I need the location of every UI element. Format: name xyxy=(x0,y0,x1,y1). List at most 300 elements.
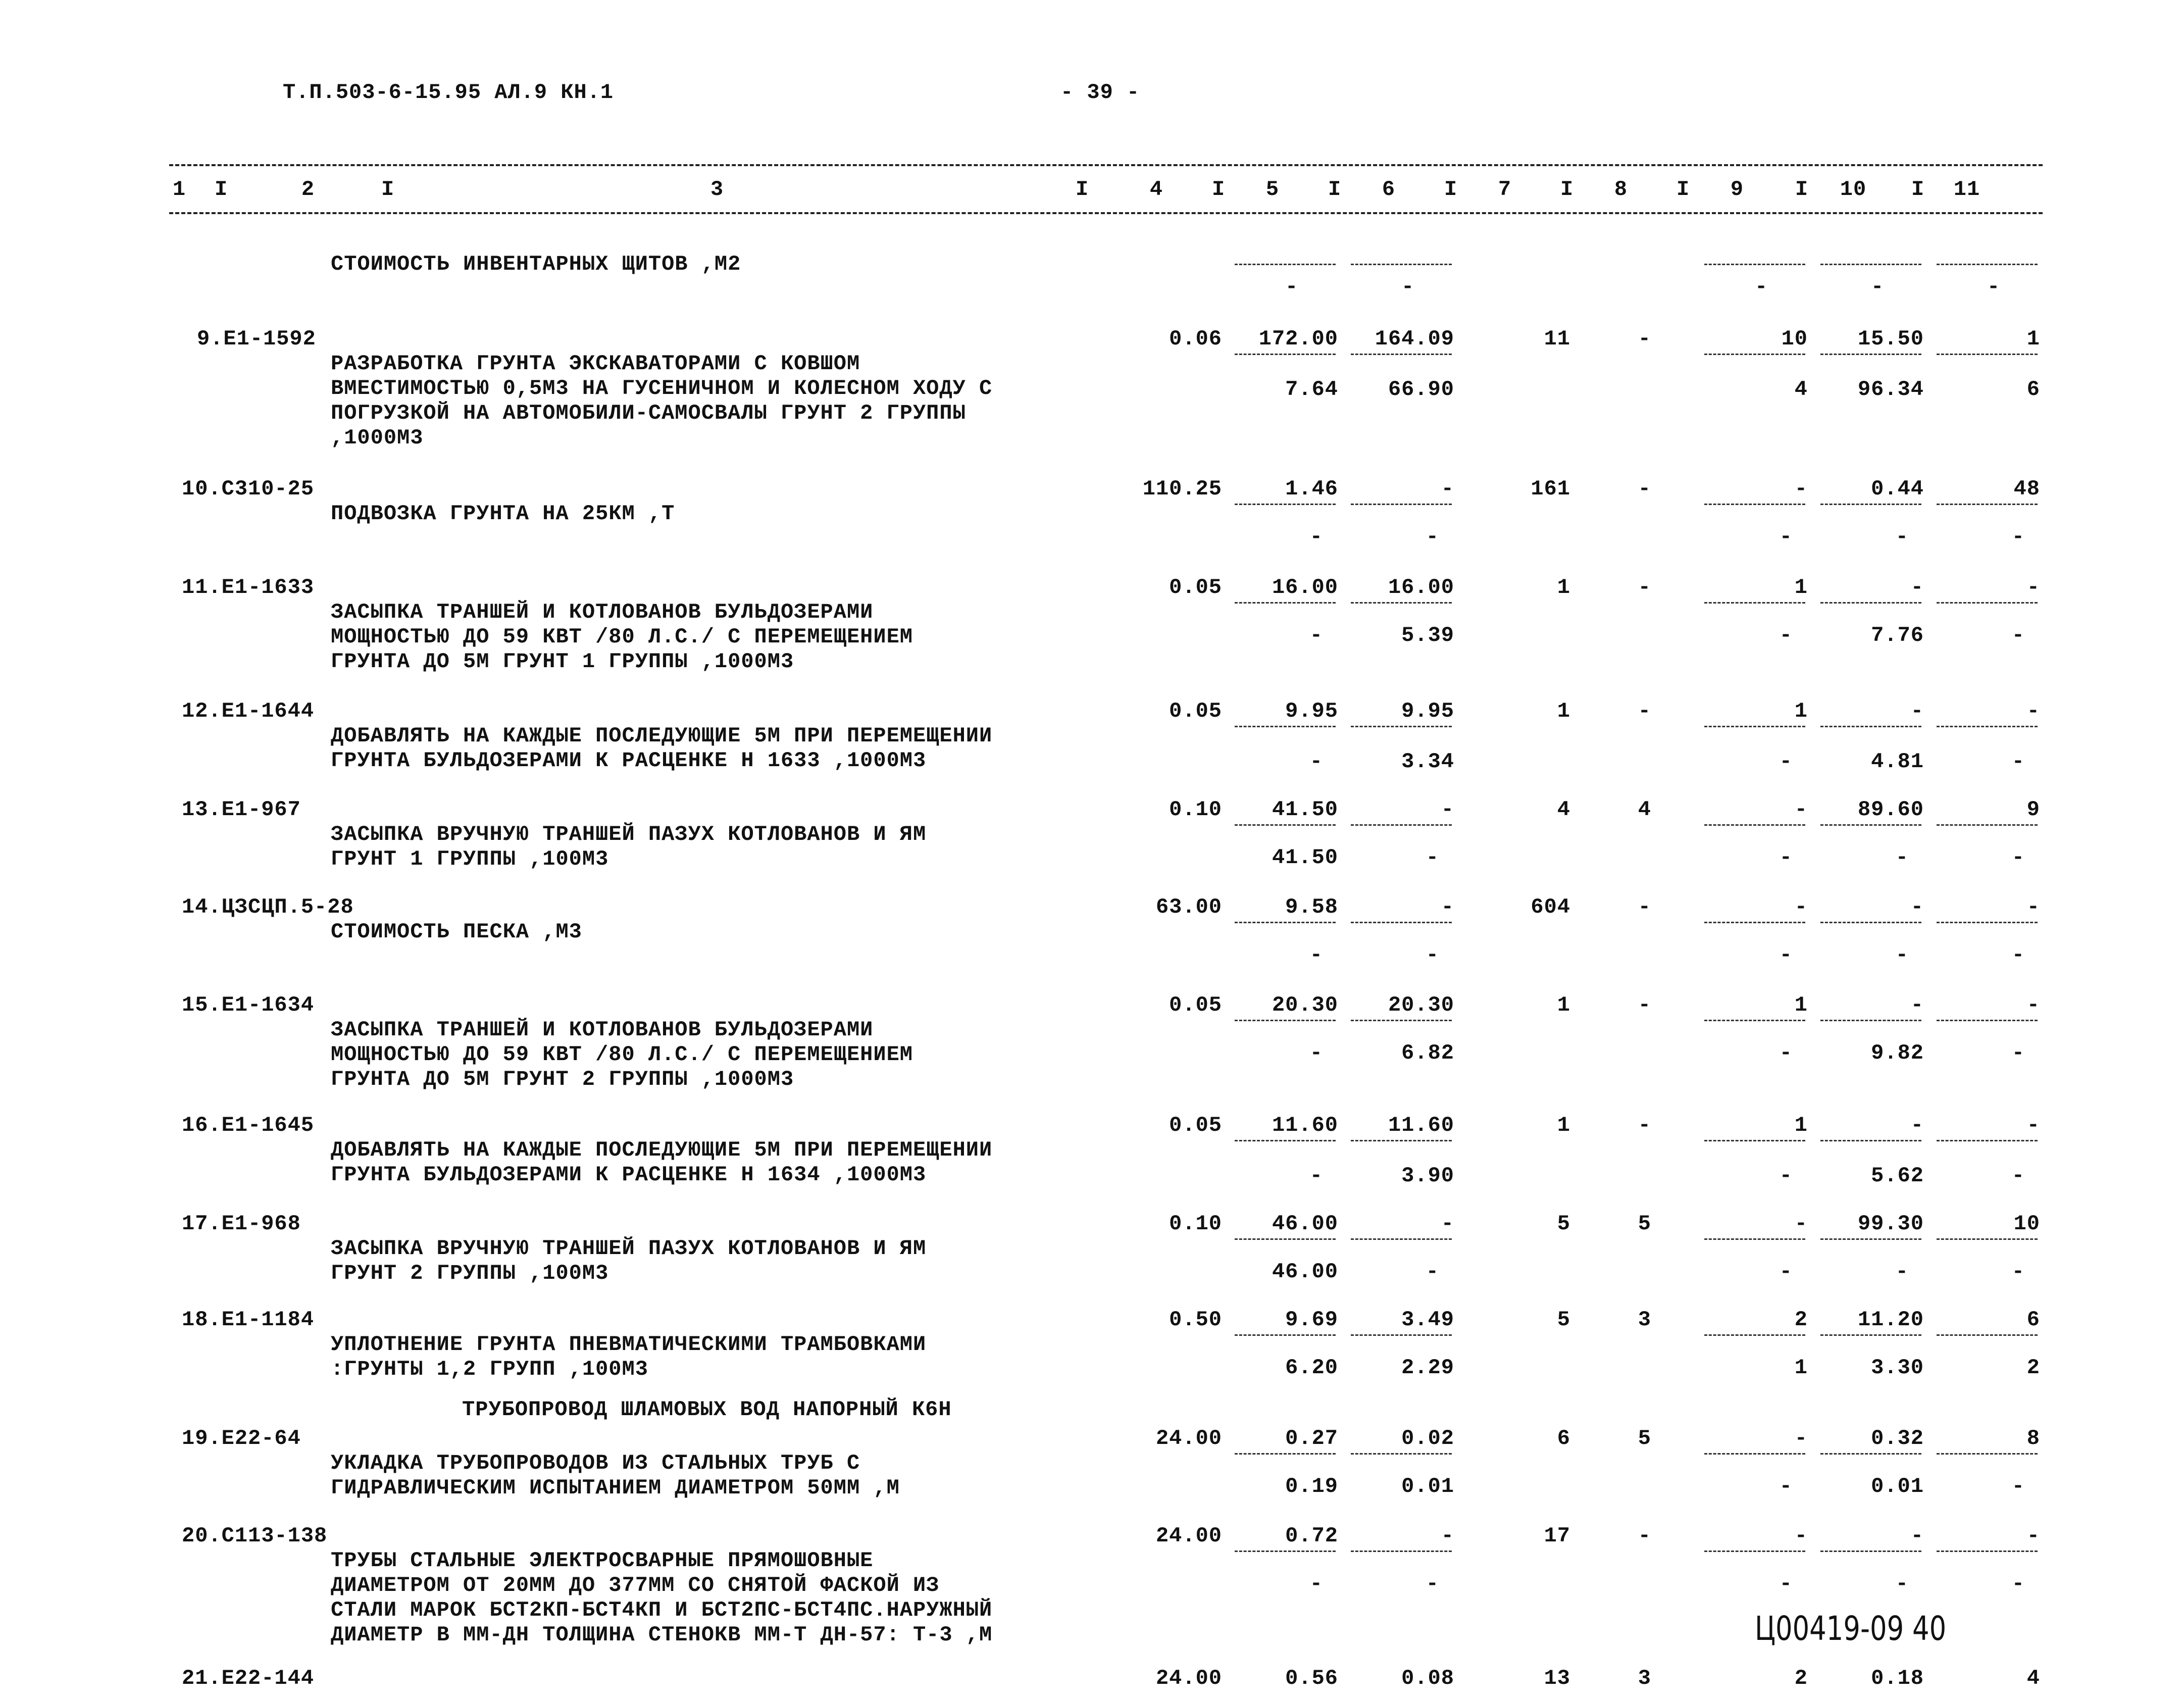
dash-rule xyxy=(1937,354,2038,355)
row-value-col-7: 11 xyxy=(1544,327,1570,351)
column-header-3: 3 xyxy=(710,177,724,202)
dash-rule xyxy=(1937,1238,2038,1240)
row-value-col-10: - xyxy=(1910,993,1924,1017)
row-value-col-7: 17 xyxy=(1544,1524,1570,1548)
dash-rule xyxy=(1351,824,1452,826)
dash-rule xyxy=(1351,354,1452,355)
row-description-line: ,1000М3 xyxy=(331,426,424,450)
row-value-col-8: - xyxy=(1638,1524,1651,1548)
row-value-col-6: 0.02 xyxy=(1401,1426,1454,1451)
row-description-line: ЗАСЫПКА ВРУЧНУЮ ТРАНШЕЙ ПАЗУХ КОТЛОВАНОВ И ЯМ xyxy=(331,1236,927,1261)
row-sub-value: - xyxy=(1779,749,1793,774)
row-value-col-11: 10 xyxy=(2013,1212,2040,1236)
row-sub-value: - xyxy=(1779,845,1793,870)
row-sub-value: - xyxy=(1426,845,1439,870)
dash-rule xyxy=(1704,504,1805,505)
row-sub-value: 3.30 xyxy=(1871,1356,1924,1380)
dash-rule xyxy=(1937,1453,2038,1455)
row-value-col-11: - xyxy=(2026,699,2040,723)
row-sub-value: 2.29 xyxy=(1401,1356,1454,1380)
table-header-rule xyxy=(169,212,2043,214)
dash-rule xyxy=(1351,1238,1452,1240)
row-sub-value: - xyxy=(1779,525,1793,549)
row-sub-value: 2 xyxy=(2026,1356,2040,1380)
column-separator: I xyxy=(1212,177,1226,202)
row-description-line: ГИДРАВЛИЧЕСКИМ ИСПЫТАНИЕМ ДИАМЕТРОМ 50ММ ,М xyxy=(331,1476,900,1500)
dash-rule xyxy=(1704,1140,1805,1141)
row-code: 11.Е1-1633 xyxy=(182,575,315,599)
row-description-line: СТАЛИ МАРОК БСТ2КП-БСТ4КП И БСТ2ПС-БСТ4ПС.НАРУЖНЫЙ xyxy=(331,1598,993,1622)
dash-rule xyxy=(1704,726,1805,727)
row-description-line: ГРУНТА ДО 5М ГРУНТ 1 ГРУППЫ ,1000М3 xyxy=(331,649,794,674)
row-description-line: ГРУНТ 2 ГРУППЫ ,100М3 xyxy=(331,1261,609,1285)
row-description-line: ЗАСЫПКА ТРАНШЕЙ И КОТЛОВАНОВ БУЛЬДОЗЕРАМИ xyxy=(331,1018,874,1042)
row-value-col-11: - xyxy=(2026,575,2040,599)
dash-rule xyxy=(1351,602,1452,604)
row-value-col-9: 10 xyxy=(1781,327,1808,351)
row-value-col-11: 8 xyxy=(2026,1426,2040,1451)
row-sub-value: - xyxy=(2011,1041,2025,1065)
row-value-col-11: - xyxy=(2026,1524,2040,1548)
dash-rule xyxy=(1704,1453,1805,1455)
row-value-col-4: 24.00 xyxy=(1155,1524,1222,1548)
row-sub-value: - xyxy=(1426,525,1439,549)
row-code: 19.Е22-64 xyxy=(182,1426,301,1451)
row-value-col-4: 0.05 xyxy=(1169,699,1222,723)
row-value-col-4: 0.05 xyxy=(1169,575,1222,599)
dash-rule xyxy=(1937,504,2038,505)
dash-rule xyxy=(1820,264,1921,265)
column-header-10: 10 xyxy=(1840,177,1867,202)
row-code: 17.Е1-968 xyxy=(182,1212,301,1236)
dash-rule xyxy=(1351,1020,1452,1021)
row-code: 15.Е1-1634 xyxy=(182,993,315,1017)
row-value-col-6: 0.08 xyxy=(1401,1666,1454,1690)
row-value-col-7: 5 xyxy=(1557,1308,1570,1332)
row-sub-value: 5.39 xyxy=(1401,623,1454,647)
doc-reference: Т.П.503-6-15.95 АЛ.9 КН.1 xyxy=(283,80,614,105)
row-value-col-4: 24.00 xyxy=(1155,1426,1222,1451)
row-value-col-9: - xyxy=(1794,1212,1808,1236)
row-description-line: ДОБАВЛЯТЬ НА КАЖДЫЕ ПОСЛЕДУЮЩИЕ 5М ПРИ ПЕРЕМЕЩЕНИИ xyxy=(331,724,993,748)
row-value-col-8: 4 xyxy=(1638,797,1651,822)
dash-rule xyxy=(1937,824,2038,826)
column-header-5: 5 xyxy=(1265,177,1280,202)
row-value-col-4: 0.50 xyxy=(1169,1308,1222,1332)
row-value-col-9: 2 xyxy=(1794,1308,1808,1332)
row-sub-value: - xyxy=(2011,1260,2025,1284)
column-separator: I xyxy=(1328,177,1342,202)
dash-rule xyxy=(1820,602,1921,604)
row-sub-value: - xyxy=(1309,623,1323,647)
row-description-line: МОЩНОСТЬЮ ДО 59 КВТ /80 Л.С./ С ПЕРЕМЕЩЕНИЕМ xyxy=(331,1042,913,1067)
row-value-col-8: - xyxy=(1638,477,1651,501)
row-code: 12.Е1-1644 xyxy=(182,699,315,723)
row-sub-value: - xyxy=(1779,1260,1793,1284)
column-separator: I xyxy=(1911,177,1925,202)
row-value-col-10: - xyxy=(1910,1524,1924,1548)
row-value-col-9: 1 xyxy=(1794,1113,1808,1137)
dash-rule xyxy=(1704,1238,1805,1240)
dash-rule xyxy=(1820,1334,1921,1336)
dash-rule xyxy=(1351,726,1452,727)
row-sub-value: - xyxy=(1895,943,1909,967)
row-sub-value: 9.82 xyxy=(1871,1041,1924,1065)
dash-rule xyxy=(1704,824,1805,826)
row-value-col-5: 11.60 xyxy=(1272,1113,1338,1137)
row-value-col-5: 0.72 xyxy=(1285,1524,1338,1548)
row-sub-value: 3.90 xyxy=(1401,1164,1454,1188)
row-value-col-9: 1 xyxy=(1794,575,1808,599)
dash-rule xyxy=(1235,1140,1336,1141)
row-description-line: ГРУНТА БУЛЬДОЗЕРАМИ К РАСЦЕНКЕ Н 1633 ,1000М3 xyxy=(331,748,927,773)
dash-rule xyxy=(1704,922,1805,923)
dash-rule xyxy=(1351,1334,1452,1336)
row-code: 10.С310-25 xyxy=(182,477,315,501)
row-value-col-4: 0.10 xyxy=(1169,797,1222,822)
row-value-col-4: 0.05 xyxy=(1169,1113,1222,1137)
row-sub-value: - xyxy=(2011,749,2025,774)
row-value-col-5: 9.95 xyxy=(1285,699,1338,723)
column-header-6: 6 xyxy=(1382,177,1396,202)
dash-rule xyxy=(1937,1551,2038,1552)
dash-rule xyxy=(1235,1551,1336,1552)
row-value-col-6: 9.95 xyxy=(1401,699,1454,723)
row-sub-value: - xyxy=(2011,525,2025,549)
row-value-col-10: 89.60 xyxy=(1857,797,1924,822)
row-sub-value: - xyxy=(1779,1164,1793,1188)
row-sub-value: - xyxy=(1779,1474,1793,1498)
row-value-col-7: 1 xyxy=(1557,575,1570,599)
row-value-col-6: - xyxy=(1441,797,1454,822)
row-description-line: МОЩНОСТЬЮ ДО 59 КВТ /80 Л.С./ С ПЕРЕМЕЩЕНИЕМ xyxy=(331,625,913,649)
dash-rule xyxy=(1820,1453,1921,1455)
row-value-col-7: 4 xyxy=(1557,797,1570,822)
row-value-col-5: 9.58 xyxy=(1285,895,1338,919)
row-value-col-6: - xyxy=(1441,895,1454,919)
row-sub-value: 7.76 xyxy=(1871,623,1924,647)
dash-rule xyxy=(1351,922,1452,923)
dash-rule xyxy=(1704,602,1805,604)
row-sub-value: 3.34 xyxy=(1401,749,1454,774)
dash-rule xyxy=(1235,1020,1336,1021)
row-value-col-10: 0.32 xyxy=(1871,1426,1924,1451)
intro-sub-value: - xyxy=(1987,275,2001,299)
row-description-line: :ГРУНТЫ 1,2 ГРУПП ,100М3 xyxy=(331,1357,648,1381)
row-value-col-7: 1 xyxy=(1557,993,1570,1017)
row-sub-value: 41.50 xyxy=(1272,845,1338,870)
row-sub-value: - xyxy=(1779,1041,1793,1065)
row-code: 9.Е1-1592 xyxy=(197,327,316,351)
dash-rule xyxy=(1351,1140,1452,1141)
row-code: 21.Е22-144 xyxy=(182,1666,315,1690)
row-value-col-4: 24.00 xyxy=(1155,1666,1222,1690)
row-value-col-9: - xyxy=(1794,797,1808,822)
column-separator: I xyxy=(1677,177,1690,202)
row-sub-value: - xyxy=(2011,845,2025,870)
row-description-line: ДИАМЕТРОМ ОТ 20ММ ДО 377ММ СО СНЯТОЙ ФАСКОЙ ИЗ xyxy=(331,1573,940,1597)
column-header-4: 4 xyxy=(1149,177,1163,202)
row-description-line: ГРУНТА БУЛЬДОЗЕРАМИ К РАСЦЕНКЕ Н 1634 ,1000М3 xyxy=(331,1163,927,1187)
row-sub-value: - xyxy=(1309,1041,1323,1065)
dash-rule xyxy=(1235,726,1336,727)
row-sub-value: - xyxy=(2011,1572,2025,1596)
row-value-col-5: 172.00 xyxy=(1258,327,1338,351)
dash-rule xyxy=(1820,1238,1921,1240)
column-separator: I xyxy=(381,177,395,202)
column-header-8: 8 xyxy=(1614,177,1628,202)
row-description-line: ЗАСЫПКА ВРУЧНУЮ ТРАНШЕЙ ПАЗУХ КОТЛОВАНОВ И ЯМ xyxy=(331,822,927,846)
dash-rule xyxy=(1937,264,2038,265)
row-code: 13.Е1-967 xyxy=(182,797,301,822)
row-sub-value: - xyxy=(2011,943,2025,967)
row-description-line: УКЛАДКА ТРУБОПРОВОДОВ ИЗ СТАЛЬНЫХ ТРУБ С xyxy=(331,1451,860,1475)
column-header-7: 7 xyxy=(1498,177,1512,202)
dash-rule xyxy=(1704,1020,1805,1021)
dash-rule xyxy=(1820,922,1921,923)
row-description-line: ПОДВОЗКА ГРУНТА НА 25КМ ,Т xyxy=(331,502,675,526)
row-value-col-6: 164.09 xyxy=(1375,327,1454,351)
row-sub-value: - xyxy=(2011,623,2025,647)
row-value-col-10: 0.44 xyxy=(1871,477,1924,501)
row-value-col-4: 0.10 xyxy=(1169,1212,1222,1236)
row-value-col-11: 9 xyxy=(2026,797,2040,822)
row-value-col-11: - xyxy=(2026,993,2040,1017)
row-value-col-8: - xyxy=(1638,895,1651,919)
row-value-col-6: 3.49 xyxy=(1401,1308,1454,1332)
row-value-col-10: 99.30 xyxy=(1857,1212,1924,1236)
row-description-line: ГРУНТА ДО 5М ГРУНТ 2 ГРУППЫ ,1000М3 xyxy=(331,1067,794,1091)
row-value-col-9: 1 xyxy=(1794,699,1808,723)
row-value-col-10: 11.20 xyxy=(1857,1308,1924,1332)
row-sub-value: - xyxy=(1895,525,1909,549)
row-description-line: СТОИМОСТЬ ПЕСКА ,М3 xyxy=(331,920,582,944)
row-sub-value: - xyxy=(1309,1572,1323,1596)
dash-rule xyxy=(1235,1238,1336,1240)
column-header-2: 2 xyxy=(301,177,315,202)
row-code: 14.ЦЗСЦП.5-28 xyxy=(182,895,354,919)
row-sub-value: - xyxy=(1309,1164,1323,1188)
row-value-col-5: 0.56 xyxy=(1285,1666,1338,1690)
row-code: 18.Е1-1184 xyxy=(182,1308,315,1332)
handwritten-note: Ц00419-09 40 xyxy=(1755,1609,1947,1648)
row-value-col-11: - xyxy=(2026,895,2040,919)
column-separator: I xyxy=(1444,177,1458,202)
row-sub-value: - xyxy=(1895,1572,1909,1596)
intro-sub-value: - xyxy=(1871,275,1885,299)
row-sub-value: 0.01 xyxy=(1871,1474,1924,1498)
column-header-11: 11 xyxy=(1953,177,1980,202)
row-value-col-11: 48 xyxy=(2013,477,2040,501)
row-sub-value: 7.64 xyxy=(1285,377,1338,402)
dash-rule xyxy=(1235,264,1336,265)
row-value-col-5: 41.50 xyxy=(1272,797,1338,822)
dash-rule xyxy=(1235,1334,1336,1336)
column-header-1: 1 xyxy=(172,177,186,202)
dash-rule xyxy=(1937,1140,2038,1141)
dash-rule xyxy=(1937,602,2038,604)
row-sub-value: - xyxy=(1426,943,1439,967)
row-description-line: ГРУНТ 1 ГРУППЫ ,100М3 xyxy=(331,847,609,871)
row-description-line: ТРУБЫ СТАЛЬНЫЕ ЭЛЕКТРОСВАРНЫЕ ПРЯМОШОВНЫЕ xyxy=(331,1548,874,1573)
section-title: ТРУБОПРОВОД ШЛАМОВЫХ ВОД НАПОРНЫЙ К6Н xyxy=(462,1397,952,1422)
dash-rule xyxy=(1820,824,1921,826)
row-value-col-8: - xyxy=(1638,327,1651,351)
row-code: 16.Е1-1645 xyxy=(182,1113,315,1137)
dash-rule xyxy=(1937,726,2038,727)
row-value-col-6: 16.00 xyxy=(1388,575,1454,599)
dash-rule xyxy=(1820,726,1921,727)
table-top-rule xyxy=(169,164,2043,166)
row-sub-value: - xyxy=(1426,1572,1439,1596)
dash-rule xyxy=(1704,1334,1805,1336)
dash-rule xyxy=(1235,1453,1336,1455)
row-sub-value: 1 xyxy=(1794,1356,1808,1380)
dash-rule xyxy=(1704,264,1805,265)
row-value-col-4: 63.00 xyxy=(1155,895,1222,919)
row-value-col-9: 2 xyxy=(1794,1666,1808,1690)
row-value-col-5: 46.00 xyxy=(1272,1212,1338,1236)
row-value-col-8: 3 xyxy=(1638,1308,1651,1332)
row-description-line: ДИАМЕТР В ММ-ДН ТОЛЩИНА СТЕНОКВ ММ-Т ДН-57: Т-3 ,М xyxy=(331,1623,993,1647)
row-value-col-5: 1.46 xyxy=(1285,477,1338,501)
intro-sub-value: - xyxy=(1401,275,1415,299)
dash-rule xyxy=(1235,922,1336,923)
row-sub-value: 96.34 xyxy=(1857,377,1924,402)
row-value-col-10: 0.18 xyxy=(1871,1666,1924,1690)
row-value-col-8: 5 xyxy=(1638,1212,1651,1236)
dash-rule xyxy=(1937,1020,2038,1021)
dash-rule xyxy=(1235,354,1336,355)
row-description-line: ЗАСЫПКА ТРАНШЕЙ И КОТЛОВАНОВ БУЛЬДОЗЕРАМИ xyxy=(331,600,874,624)
row-value-col-8: - xyxy=(1638,993,1651,1017)
row-value-col-9: - xyxy=(1794,895,1808,919)
column-separator: I xyxy=(215,177,228,202)
row-value-col-8: - xyxy=(1638,699,1651,723)
dash-rule xyxy=(1351,1453,1452,1455)
dash-rule xyxy=(1351,504,1452,505)
row-sub-value: 6.82 xyxy=(1401,1041,1454,1065)
dash-rule xyxy=(1235,602,1336,604)
row-value-col-7: 5 xyxy=(1557,1212,1570,1236)
row-value-col-7: 6 xyxy=(1557,1426,1570,1451)
row-sub-value: - xyxy=(1309,943,1323,967)
row-value-col-7: 604 xyxy=(1531,895,1570,919)
row-sub-value: 6.20 xyxy=(1285,1356,1338,1380)
row-description-line: ПОГРУЗКОЙ НА АВТОМОБИЛИ-САМОСВАЛЫ ГРУНТ 2 ГРУППЫ xyxy=(331,401,966,425)
row-value-col-11: 4 xyxy=(2026,1666,2040,1690)
row-description-line: ВМЕСТИМОСТЬЮ 0,5М3 НА ГУСЕНИЧНОМ И КОЛЕСНОМ ХОДУ С xyxy=(331,376,993,401)
row-value-col-6: 20.30 xyxy=(1388,993,1454,1017)
row-value-col-6: - xyxy=(1441,477,1454,501)
row-value-col-5: 20.30 xyxy=(1272,993,1338,1017)
intro-text: СТОИМОСТЬ ИНВЕНТАРНЫХ ЩИТОВ ,М2 xyxy=(331,252,741,276)
row-description-line: ДОБАВЛЯТЬ НА КАЖДЫЕ ПОСЛЕДУЮЩИЕ 5М ПРИ ПЕРЕМЕЩЕНИИ xyxy=(331,1138,993,1162)
row-value-col-8: - xyxy=(1638,575,1651,599)
row-value-col-11: - xyxy=(2026,1113,2040,1137)
row-value-col-6: - xyxy=(1441,1212,1454,1236)
row-value-col-11: 6 xyxy=(2026,1308,2040,1332)
page-number: - 39 - xyxy=(1060,80,1140,105)
row-sub-value: - xyxy=(1895,1260,1909,1284)
row-sub-value: 4 xyxy=(1794,377,1808,402)
row-sub-value: - xyxy=(1779,623,1793,647)
column-separator: I xyxy=(1076,177,1089,202)
column-separator: I xyxy=(1795,177,1809,202)
row-value-col-4: 0.06 xyxy=(1169,327,1222,351)
row-value-col-5: 16.00 xyxy=(1272,575,1338,599)
row-sub-value: 0.19 xyxy=(1285,1474,1338,1498)
row-sub-value: - xyxy=(1426,1260,1439,1284)
row-value-col-11: 1 xyxy=(2026,327,2040,351)
row-sub-value: - xyxy=(2011,1164,2025,1188)
row-value-col-10: 15.50 xyxy=(1857,327,1924,351)
row-value-col-6: 11.60 xyxy=(1388,1113,1454,1137)
dash-rule xyxy=(1937,1334,2038,1336)
row-description-line: УПЛОТНЕНИЕ ГРУНТА ПНЕВМАТИЧЕСКИМИ ТРАМБОВКАМИ xyxy=(331,1332,927,1357)
dash-rule xyxy=(1937,922,2038,923)
row-sub-value: 4.81 xyxy=(1871,749,1924,774)
row-sub-value: - xyxy=(1309,525,1323,549)
intro-sub-value: - xyxy=(1285,275,1299,299)
row-sub-value: - xyxy=(1895,845,1909,870)
dash-rule xyxy=(1235,504,1336,505)
row-sub-value: 6 xyxy=(2026,377,2040,402)
row-sub-value: - xyxy=(2011,1474,2025,1498)
row-value-col-9: - xyxy=(1794,1426,1808,1451)
dash-rule xyxy=(1820,354,1921,355)
dash-rule xyxy=(1820,504,1921,505)
dash-rule xyxy=(1351,1551,1452,1552)
row-value-col-8: - xyxy=(1638,1113,1651,1137)
intro-sub-value: - xyxy=(1755,275,1768,299)
dash-rule xyxy=(1235,824,1336,826)
row-value-col-9: - xyxy=(1794,477,1808,501)
row-value-col-7: 161 xyxy=(1531,477,1570,501)
row-value-col-5: 9.69 xyxy=(1285,1308,1338,1332)
row-value-col-6: - xyxy=(1441,1524,1454,1548)
row-sub-value: 5.62 xyxy=(1871,1164,1924,1188)
column-separator: I xyxy=(1560,177,1574,202)
row-code: 20.С113-138 xyxy=(182,1524,328,1548)
dash-rule xyxy=(1820,1020,1921,1021)
row-value-col-8: 5 xyxy=(1638,1426,1651,1451)
row-value-col-10: - xyxy=(1910,895,1924,919)
row-value-col-10: - xyxy=(1910,575,1924,599)
row-value-col-9: - xyxy=(1794,1524,1808,1548)
row-sub-value: 46.00 xyxy=(1272,1260,1338,1284)
row-sub-value: 0.01 xyxy=(1401,1474,1454,1498)
dash-rule xyxy=(1351,264,1452,265)
row-value-col-4: 0.05 xyxy=(1169,993,1222,1017)
row-sub-value: - xyxy=(1779,943,1793,967)
dash-rule xyxy=(1820,1140,1921,1141)
row-sub-value: - xyxy=(1779,1572,1793,1596)
row-description-line: РАЗРАБОТКА ГРУНТА ЭКСКАВАТОРАМИ С КОВШОМ xyxy=(331,352,860,376)
column-header-9: 9 xyxy=(1730,177,1744,202)
row-value-col-5: 0.27 xyxy=(1285,1426,1338,1451)
row-value-col-9: 1 xyxy=(1794,993,1808,1017)
row-value-col-7: 13 xyxy=(1544,1666,1570,1690)
dash-rule xyxy=(1820,1551,1921,1552)
dash-rule xyxy=(1704,354,1805,355)
row-value-col-7: 1 xyxy=(1557,699,1570,723)
row-value-col-10: - xyxy=(1910,699,1924,723)
row-sub-value: 66.90 xyxy=(1388,377,1454,402)
row-sub-value: - xyxy=(1309,749,1323,774)
row-value-col-8: 3 xyxy=(1638,1666,1651,1690)
dash-rule xyxy=(1704,1551,1805,1552)
